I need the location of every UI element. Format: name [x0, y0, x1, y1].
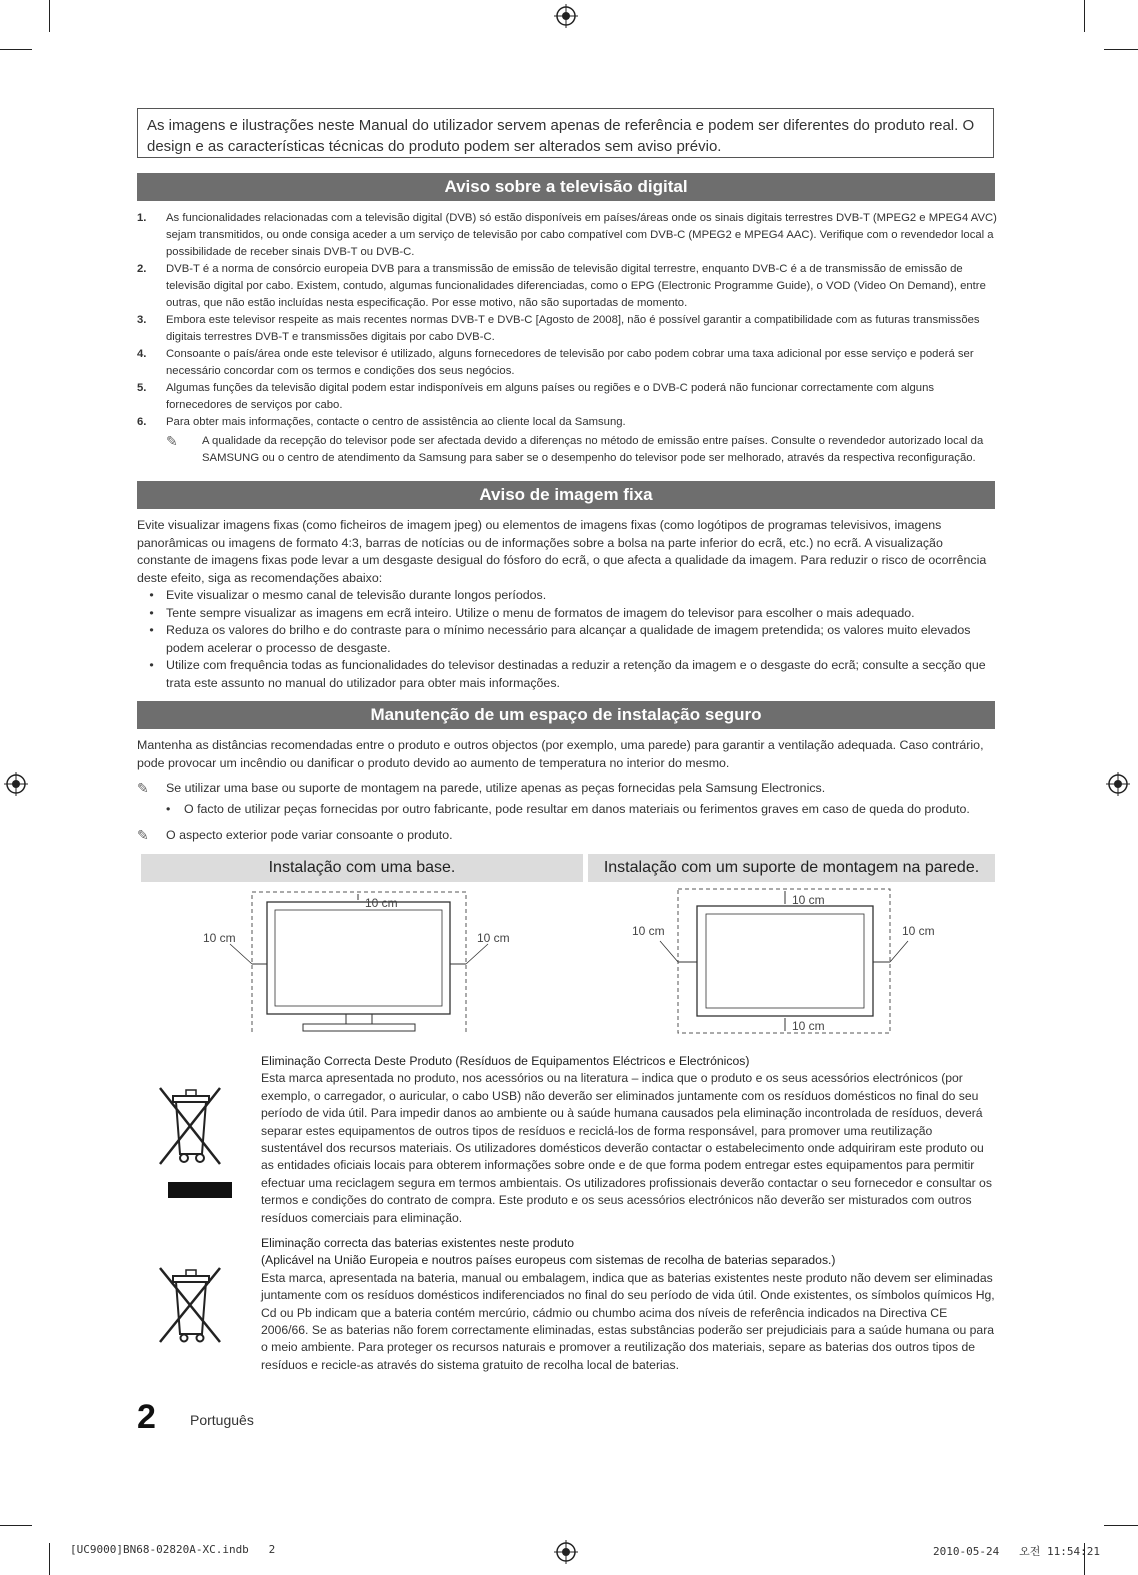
- bullet-text: Utilize com frequência todas as funcionalidades do televisor destinadas a reduzir a retenção da imagem e o desgaste do ecrã; consulte a secção que trata este assunto no manual do utilizador para obter mais informações.: [166, 658, 986, 690]
- crop-mark: [49, 1543, 50, 1575]
- item-text: Para obter mais informações, contacte o centro de assistência ao cliente local da Samsung.: [166, 416, 626, 428]
- dimension-label-right: 10 cm: [902, 924, 935, 938]
- list-item: [137, 210, 997, 261]
- list-item: [137, 587, 997, 605]
- list-item: [137, 414, 997, 431]
- battery-notice: [261, 1235, 996, 1374]
- dimension-label-left: 10 cm: [203, 931, 236, 945]
- battery-title: Eliminação correcta das baterias existentes neste produto: [261, 1236, 574, 1250]
- still-image-intro: Evite visualizar imagens fixas (como ficheiros de imagem jpeg) ou elementos de imagens fixas (como logótipos de programas televisivos, imagens panorâmicas ou imagens de formato 4:3, barras de notícias ou de informações sobre a bolsa na parte inferior do ecrã, etc.) no ecrã. A visualização constante de imagens fixas pode levar a um desgaste desigual do fósforo do ecrã, o que afecta a qualidade da imagem. Para reduzir o risco de ocorrência deste efeito, siga as recomendações abaixo:: [137, 518, 987, 585]
- list-item: [137, 622, 997, 657]
- install-intro: Mantenha as distâncias recomendadas entre o produto e outros objectos (por exemplo, uma parede) para garantir a ventilação adequada. Caso contrário, pode provocar um incêndio ou danificar o produto devido ao aumento de temperatura no interior do mesmo.: [137, 738, 984, 770]
- item-number: 4.: [137, 348, 147, 360]
- dimension-label-bottom: 10 cm: [792, 1019, 825, 1033]
- pencil-note-icon: ✎: [137, 780, 149, 796]
- file-slug: [UC9000]BN68-02820A-XC.indb 2: [70, 1543, 276, 1556]
- bullet-text: Evite visualizar o mesmo canal de televisão durante longos períodos.: [166, 588, 547, 602]
- registration-mark-icon: [1106, 772, 1130, 796]
- item-text: Consoante o país/área onde este televisor é utilizado, alguns fornecedores de televisão por cabo podem cobrar uma taxa adicional por esse serviço e poderá ser necessário concordar com os termos e condições dos seus negócios.: [166, 348, 974, 377]
- item-number: 5.: [137, 382, 147, 394]
- crop-mark: [1084, 0, 1085, 32]
- item-text: Algumas funções da televisão digital podem estar indisponíveis em alguns países ou regiões e o DVB-C poderá não funcionar correctamente com alguns fornecedores de serviços por cabo.: [166, 382, 934, 411]
- item-text: DVB-T é a norma de consórcio europeia DVB para a transmissão de emissão de televisão digital terrestre, enquanto DVB-C é a de transmissão de emissão de televisão digital por cabo. Existem, contudo, algumas funcionalidades diferenciadas, como o EPG (Electronic Programme Guide), o VOD (Video On Demand), entre outras, que não estão incluídas nesta especificação. Por esse motivo, não são suportadas de momento.: [166, 263, 986, 309]
- still-image-body: [137, 517, 997, 692]
- note: [137, 827, 997, 845]
- registration-mark-icon: [4, 772, 28, 796]
- battery-subtitle: (Aplicável na União Europeia e noutros países europeus com sistemas de recolha de baterias separados.): [261, 1253, 836, 1268]
- page-number: 2: [137, 1398, 156, 1436]
- section-title-still-image: Aviso de imagem fixa: [137, 481, 995, 509]
- bullet-text: O facto de utilizar peças fornecidas por outro fabricante, pode resultar em danos materiais ou ferimentos graves em caso de queda do produto.: [184, 801, 970, 816]
- item-number: 2.: [137, 263, 147, 275]
- list-item: [137, 312, 997, 346]
- section-title-install: Manutenção de um espaço de instalação seguro: [137, 701, 995, 729]
- note: [137, 780, 997, 798]
- bullet-icon: •: [149, 588, 154, 602]
- pencil-note-icon: ✎: [166, 433, 178, 449]
- intro-notice-box: As imagens e ilustrações neste Manual do utilizador servem apenas de referência e podem ser diferentes do produto real. O design e as características técnicas do produto podem ser alterados sem aviso prévio.: [137, 108, 994, 158]
- weee-notice: [261, 1053, 996, 1227]
- note-bullet: [137, 801, 997, 819]
- note: [137, 433, 997, 467]
- item-text: Embora este televisor respeite as mais recentes normas DVB-T e DVB-C [Agosto de 2008], não é possível garantir a compatibilidade com as futuras transmissões digitais terrestres DVB-T e transmissões digitais por cabo DVB-C.: [166, 314, 980, 343]
- stand-install-diagram: [190, 886, 530, 1038]
- crop-mark: [0, 49, 32, 50]
- note-text: A qualidade da recepção do televisor pode ser afectada devido a diferenças no método de emissão entre países. Consulte o revendedor autorizado local da SAMSUNG ou o centro de atendimento da Samsung para saber se o desempenho do televisor pode ser melhorado, através da respectiva reconfiguração.: [202, 435, 984, 464]
- bullet-icon: •: [149, 605, 154, 620]
- list-item: [137, 261, 997, 312]
- list-item: [137, 657, 997, 692]
- digital-tv-list: [137, 210, 997, 467]
- weee-title: Eliminação Correcta Deste Produto (Resíduos de Equipamentos Eléctricos e Electrónicos): [261, 1054, 750, 1068]
- bullet-text: Reduza os valores do brilho e do contraste para o mínimo necessário para alcançar a qualidade de imagem pretendida; os valores muito elevados podem acelerar o processo de desgaste.: [166, 623, 971, 655]
- bullet-icon: •: [149, 658, 154, 672]
- list-item: [137, 380, 997, 414]
- crossed-wheelie-bin-icon: [156, 1080, 234, 1200]
- wall-install-label: Instalação com um suporte de montagem na parede.: [588, 854, 995, 882]
- page-language: Português: [190, 1412, 254, 1428]
- dimension-label-top: 10 cm: [792, 893, 825, 907]
- crop-mark: [0, 1525, 32, 1526]
- pencil-note-icon: ✎: [137, 827, 149, 843]
- note-text: Se utilizar uma base ou suporte de montagem na parede, utilize apenas as peças fornecidas pela Samsung Electronics.: [166, 781, 826, 795]
- weee-text: Esta marca apresentada no produto, nos acessórios ou na literatura – indica que o produto e os seus acessórios electrónicos (por exemplo, o carregador, o auricular, o cabo USB) não deverão ser eliminados juntamente com os resíduos domésticos no final do seu período de vida útil. Para impedir danos ao ambiente ou à saúde humana causados pela eliminação incontrolada de resíduos, deverá separar estes equipamentos de outros tipos de resíduos e reciclá-los de forma responsável, para promover uma reutilização sustentável dos recursos materiais. Os utilizadores domésticos deverão contactar o estabelecimento onde adquiriram este produto ou as entidades oficiais locais para obterem informações sobre onde e de que forma podem entregar estes equipamentos para permitir efectuar uma reciclagem segura em termos ambientais. Os utilizadores profissionais deverão contactar o seu fornecedor e consultar os termos e condições do contrato de compra. Este produto e os seus acessórios electrónicos não deverão ser misturados com outros resíduos comerciais para eliminação.: [261, 1071, 992, 1225]
- item-number: 3.: [137, 314, 147, 326]
- dimension-label-right: 10 cm: [477, 931, 510, 945]
- crop-mark: [1104, 1525, 1138, 1526]
- registration-mark-icon: [554, 1540, 578, 1564]
- list-item: [137, 346, 997, 380]
- wall-install-diagram: [620, 886, 950, 1038]
- crop-mark: [1104, 49, 1138, 50]
- battery-text: Esta marca, apresentada na bateria, manual ou embalagem, indica que as baterias existentes neste produto não devem ser eliminadas juntamente com os resíduos domésticos indiferenciados no final do seu período de vida útil. Onde existentes, os símbolos químicos Hg, Cd ou Pb indicam que a bateria contém mercúrio, cádmio ou chumbo acima dos níveis de referência indicados na Directiva CE 2006/66. Se as baterias não forem correctamente eliminadas, estas substâncias poderão ser prejudiciais para a saúde humana ou para o meio ambiente. Para proteger os recursos naturais e promover a reutilização dos materiais, separe as baterias dos outros tipos de resíduos e recicle-as através do sistema gratuito de recolha local de baterias.: [261, 1270, 995, 1372]
- item-number: 1.: [137, 212, 147, 224]
- bullet-text: Tente sempre visualizar as imagens em ecrã inteiro. Utilize o menu de formatos de imagem do televisor para escolher o mais adequado.: [166, 605, 915, 620]
- crop-mark: [49, 0, 50, 32]
- bullet-icon: •: [149, 623, 154, 637]
- stand-install-label: Instalação com uma base.: [141, 854, 583, 882]
- dimension-label-top: 10 cm: [365, 896, 398, 910]
- crossed-battery-bin-icon: [156, 1262, 234, 1344]
- section-title-digital-tv: Aviso sobre a televisão digital: [137, 173, 995, 201]
- bullet-icon: •: [166, 801, 171, 816]
- install-notes: [137, 780, 997, 845]
- item-text: As funcionalidades relacionadas com a televisão digital (DVB) só estão disponíveis em países/áreas onde os sinais digitais terrestres DVB-T (MPEG2 e MPEG4 AVC) sejam transmitidos, ou onde consiga aceder a um serviço de televisão por cabo compatível com DVB-C (MPEG2 e MPEG4 AAC). Verifique com o revendedor local a possibilidade de receber sinais DVB-T ou DVB-C.: [166, 212, 997, 258]
- item-number: 6.: [137, 416, 147, 428]
- dimension-label-left: 10 cm: [632, 924, 665, 938]
- note-text: O aspecto exterior pode variar consoante o produto.: [166, 828, 453, 842]
- registration-mark-icon: [554, 4, 578, 28]
- print-timestamp: 2010-05-24 오전 11:54:21: [933, 1545, 1100, 1558]
- list-item: [137, 605, 997, 623]
